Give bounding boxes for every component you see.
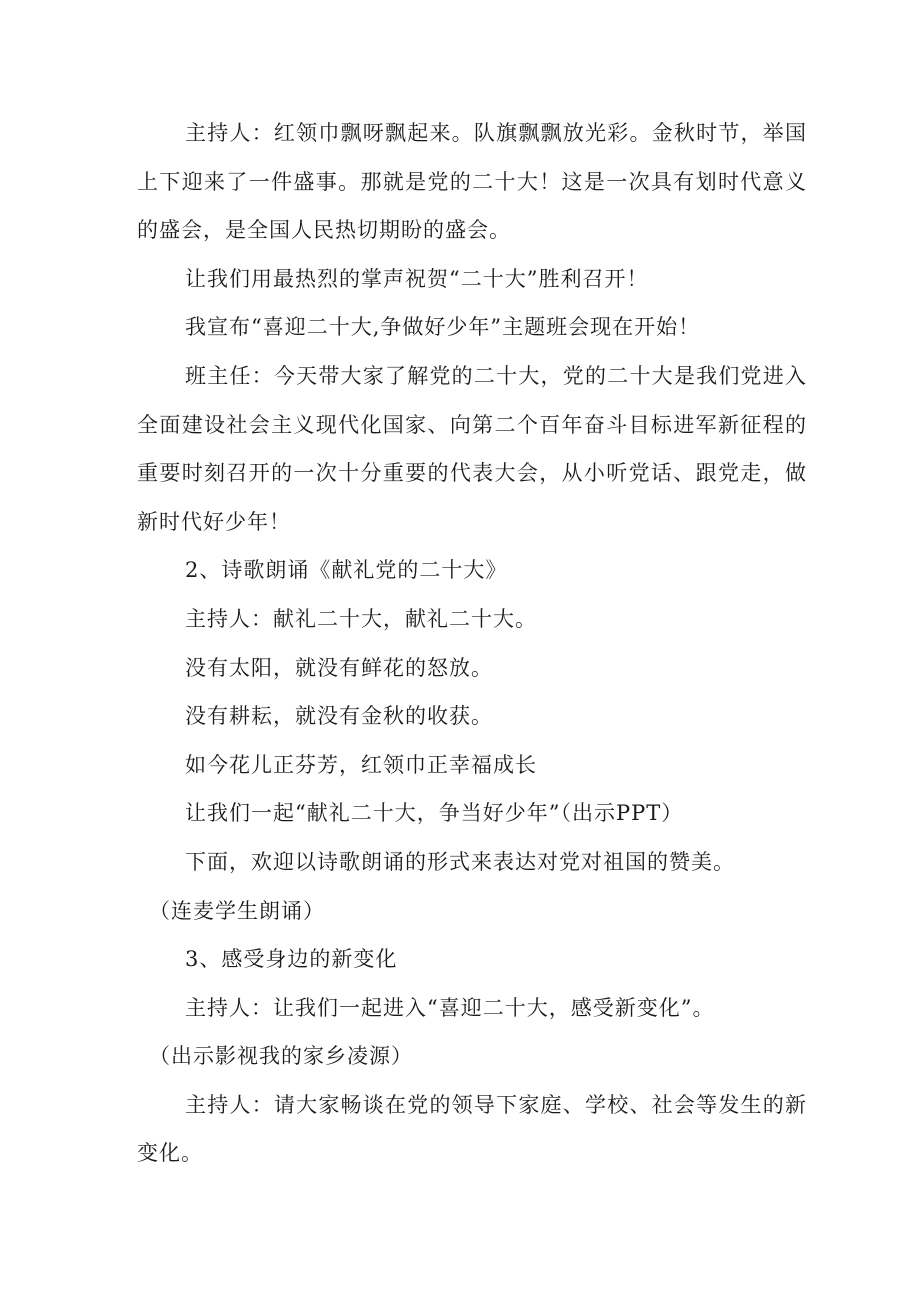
- poem-line: 如今花儿正芬芳，红领巾正幸福成长: [185, 752, 537, 777]
- paragraph-host-discussion: 主持人：请大家畅谈在党的领导下家庭、学校、社会等发生的新变化。: [137, 1092, 807, 1166]
- paragraph-welcome-recital: 下面，欢迎以诗歌朗诵的形式来表达对党对祖国的赞美。: [185, 849, 735, 874]
- stage-note: （出示影视我的家乡凌源）: [149, 1044, 413, 1069]
- document-body: [137, 109, 807, 1178]
- poem-line: 没有耕耘，就没有金秋的收获。: [185, 704, 493, 729]
- paragraph-teacher-speech: 班主任：今天带大家了解党的二十大，党的二十大是我们党进入全面建设社会主义现代化国家、向第二个百年奋斗目标进军新征程的重要时刻召开的一次十分重要的代表大会，从小听党话、跟党走，做新时代好少年！: [137, 363, 807, 534]
- paragraph-applause: 让我们用最热烈的掌声祝贺“二十大”胜利召开！: [185, 266, 649, 291]
- poem-line: 让我们一起“献礼二十大，争当好少年”（出示PPT）: [185, 801, 684, 826]
- section-heading-poetry: 2、诗歌朗诵《献礼党的二十大》: [185, 558, 508, 583]
- stage-note: （连麦学生朗诵）: [149, 898, 325, 923]
- paragraph-announcement: 我宣布“喜迎二十大,争做好少年”主题班会现在开始！: [185, 315, 701, 340]
- paragraph-host-changes: 主持人：让我们一起进入“喜迎二十大，感受新变化”。: [185, 995, 715, 1020]
- paragraph-host-opening: 主持人：红领巾飘呀飘起来。队旗飘飘放光彩。金秋时节，举国上下迎来了一件盛事。那就是党的二十大！这是一次具有划时代意义的盛会，是全国人民热切期盼的盛会。: [137, 121, 807, 243]
- poem-line: 没有太阳，就没有鲜花的怒放。: [185, 655, 493, 680]
- section-heading-changes: 3、感受身边的新变化: [185, 947, 398, 972]
- paragraph-host-tribute: 主持人：献礼二十大，献礼二十大。: [185, 606, 537, 631]
